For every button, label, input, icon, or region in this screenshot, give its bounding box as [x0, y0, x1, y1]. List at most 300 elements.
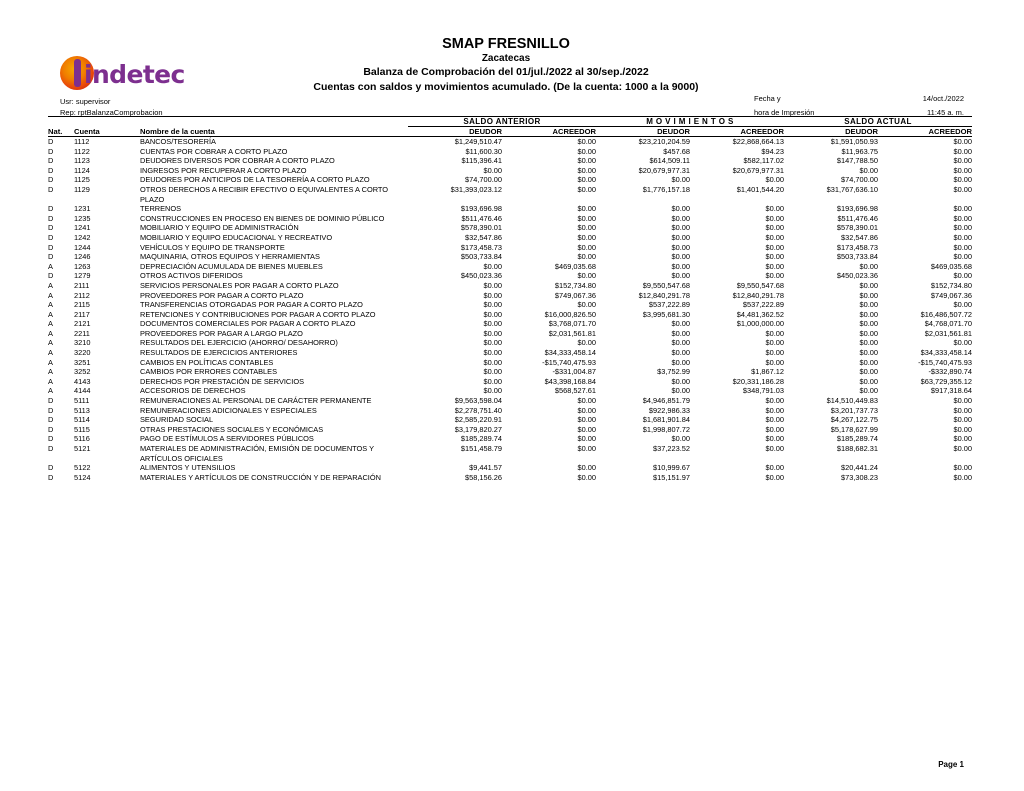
cell-mov-deudor: $12,840,291.78 [638, 290, 690, 300]
cell-act-deudor: $0.00 [859, 290, 878, 300]
cell-nat: D [48, 424, 54, 434]
cell-act-acreedor: $0.00 [953, 184, 973, 194]
cell-sa-deudor: $503,733.84 [460, 252, 502, 262]
cell-nat: D [48, 204, 54, 214]
cell-act-deudor: $0.00 [859, 367, 878, 377]
cell-nat: A [48, 280, 53, 290]
cell-sa-deudor: $0.00 [483, 300, 502, 310]
cell-cuenta: 1125 [74, 175, 90, 185]
cell-mov-acreedor: $0.00 [765, 328, 784, 338]
cell-act-deudor: $73,308.23 [841, 472, 878, 482]
cell-nat: D [48, 137, 54, 146]
cell-sa-deudor: $31,393,023.12 [450, 184, 502, 194]
cell-sa-acreedor: $0.00 [577, 252, 596, 262]
cell-nombre: ACCESORIOS DE DERECHOS [140, 386, 246, 396]
cell-mov-acreedor: $0.00 [765, 463, 784, 473]
cell-sa-deudor: $450,023.36 [460, 271, 502, 281]
print-date-label: Fecha y [754, 94, 781, 103]
cell-mov-deudor: $457.68 [663, 146, 690, 156]
cell-mov-acreedor: $0.00 [765, 424, 784, 434]
cell-nat: A [48, 328, 53, 338]
col-saldo-anterior-deudor: DEUDOR [408, 127, 502, 137]
col-movimientos-acreedor: ACREEDOR [690, 127, 784, 137]
cell-cuenta: 1112 [74, 137, 90, 146]
cell-sa-acreedor: $0.00 [577, 444, 596, 453]
table-row [48, 156, 972, 166]
cell-nombre: OTRAS PRESTACIONES SOCIALES Y ECONÓMICAS [140, 424, 324, 434]
table-row [48, 147, 972, 157]
cell-nombre: DEPRECIACIÓN ACUMULADA DE BIENES MUEBLES [140, 261, 323, 271]
cell-sa-deudor: $0.00 [483, 386, 502, 396]
cell-act-acreedor: $469,035.68 [930, 261, 973, 271]
indetec-logo [60, 56, 220, 90]
table-row [48, 300, 972, 310]
cell-act-deudor: $0.00 [859, 348, 878, 358]
page-subtitle: Zacatecas [481, 53, 531, 64]
cell-act-acreedor: $0.00 [953, 213, 973, 223]
cell-nombre: OTROS DERECHOS A RECIBIR EFECTIVO O EQUIVALENTES A CORTO PLAZO [140, 184, 389, 204]
cell-mov-acreedor: $94.23 [761, 146, 784, 156]
cell-sa-acreedor: $0.00 [577, 242, 596, 252]
cell-nat: D [48, 444, 54, 453]
cell-nombre: RESULTADOS DEL EJERCICIO (AHORRO/ DESAHORRO) [140, 338, 338, 348]
table-row [48, 185, 972, 204]
table-row [48, 386, 972, 396]
cell-nombre: INGRESOS POR RECUPERAR A CORTO PLAZO [140, 165, 307, 175]
table-row [48, 377, 972, 387]
cell-mov-acreedor: $582,117.02 [743, 156, 784, 166]
spacer-cuenta [74, 117, 140, 127]
cell-act-deudor: $14,510,449.83 [826, 396, 878, 406]
cell-nat: D [48, 156, 54, 166]
cell-sa-acreedor: $2,031,561.81 [548, 328, 596, 338]
cell-sa-deudor: $11,600.30 [465, 146, 502, 156]
cell-cuenta: 1235 [74, 213, 91, 223]
cell-cuenta: 1231 [74, 204, 91, 214]
cell-nombre: CUENTAS POR COBRAR A CORTO PLAZO [140, 146, 288, 156]
cell-nat: A [48, 348, 53, 358]
cell-act-deudor: $31,767,636.10 [826, 184, 878, 194]
cell-nat: D [48, 396, 54, 406]
cell-cuenta: 1123 [74, 156, 90, 166]
cell-mov-acreedor: $0.00 [765, 396, 784, 406]
cell-mov-deudor: $0.00 [671, 175, 690, 185]
cell-mov-acreedor: $0.00 [765, 405, 784, 415]
cell-cuenta: 2211 [74, 328, 90, 338]
table-row [48, 223, 972, 233]
cell-cuenta: 3220 [74, 348, 91, 358]
cell-sa-deudor: $3,179,820.27 [454, 424, 502, 434]
cell-sa-acreedor: $0.00 [577, 338, 596, 348]
cell-sa-deudor: $173,458.73 [460, 242, 502, 252]
cell-sa-acreedor: $0.00 [577, 175, 596, 185]
cell-nat: A [48, 261, 53, 271]
table-row [48, 166, 972, 176]
cell-act-deudor: $188,682.31 [836, 444, 878, 453]
cell-nat: D [48, 146, 54, 156]
cell-sa-acreedor: $469,035.68 [554, 261, 596, 271]
col-saldo-actual-deudor: DEUDOR [784, 127, 878, 137]
cell-nat: A [48, 319, 53, 329]
cell-nombre: CAMBIOS POR ERRORES CONTABLES [140, 367, 278, 377]
cell-mov-acreedor: $1,867.12 [751, 367, 784, 377]
cell-sa-deudor: $185,289.74 [460, 434, 502, 444]
report-period: Balanza de Comprobación del 01/jul./2022 al 30/sep./2022 [363, 66, 649, 78]
cell-mov-deudor: $0.00 [671, 271, 690, 281]
cell-sa-deudor: $2,585,220.91 [454, 415, 502, 425]
cell-act-deudor: $1,591,050.93 [830, 137, 878, 146]
report-name-label: Rep: rptBalanzaComprobacion [60, 108, 163, 117]
table-row [48, 204, 972, 214]
cell-act-acreedor: $16,486,507.72 [920, 309, 973, 319]
cell-act-deudor: $4,267,122.75 [830, 415, 878, 425]
cell-mov-deudor: $0.00 [671, 242, 690, 252]
cell-act-deudor: $0.00 [859, 357, 878, 367]
table-row [48, 367, 972, 377]
cell-mov-acreedor: $0.00 [765, 357, 784, 367]
cell-sa-deudor: $0.00 [483, 338, 502, 348]
cell-cuenta: 5121 [74, 444, 91, 453]
cell-mov-acreedor: $0.00 [765, 232, 784, 242]
cell-cuenta: 1263 [74, 261, 91, 271]
cell-mov-acreedor: $0.00 [765, 213, 784, 223]
print-time-value: 11:45 a. m. [927, 108, 964, 117]
cell-sa-acreedor: $0.00 [577, 405, 596, 415]
col-saldo-actual-acreedor: ACREEDOR [878, 127, 972, 137]
cell-nat: D [48, 252, 54, 262]
cell-mov-deudor: $0.00 [671, 261, 690, 271]
cell-nombre: DEUDORES DIVERSOS POR COBRAR A CORTO PLAZO [140, 156, 335, 166]
cell-mov-deudor: $614,509.11 [649, 156, 690, 166]
cell-nombre: REMUNERACIONES ADICIONALES Y ESPECIALES [140, 405, 317, 415]
cell-cuenta: 1279 [74, 271, 91, 281]
cell-mov-deudor: $0.00 [671, 357, 690, 367]
cell-act-deudor: $0.00 [859, 309, 878, 319]
cell-sa-deudor: $0.00 [483, 348, 502, 358]
cell-act-acreedor: $0.00 [953, 424, 973, 434]
cell-mov-acreedor: $537,222.89 [742, 300, 784, 310]
cell-mov-deudor: $4,946,851.79 [642, 396, 690, 406]
cell-sa-acreedor: $3,768,071.70 [548, 319, 596, 329]
cell-cuenta: 5111 [74, 396, 90, 406]
cell-mov-deudor: $3,752.99 [657, 367, 690, 377]
cell-sa-acreedor: $0.00 [577, 300, 596, 310]
cell-sa-deudor: $32,547.86 [465, 232, 502, 242]
cell-cuenta: 1244 [74, 242, 91, 252]
cell-nat: D [48, 405, 54, 415]
cell-mov-acreedor: $22,868,664.13 [732, 137, 784, 146]
cell-cuenta: 3210 [74, 338, 91, 348]
cell-cuenta: 2112 [74, 290, 90, 300]
table-row [48, 463, 972, 473]
cell-mov-deudor: $9,550,547.68 [642, 280, 690, 290]
cell-sa-deudor: $0.00 [483, 357, 502, 367]
cell-sa-acreedor: $43,398,168.84 [544, 376, 596, 386]
cell-mov-acreedor: $0.00 [765, 472, 784, 482]
cell-act-acreedor: $0.00 [953, 156, 973, 166]
table-row [48, 358, 972, 368]
cell-mov-acreedor: $0.00 [765, 204, 784, 214]
table-row [48, 415, 972, 425]
table-body [48, 137, 972, 483]
cell-mov-acreedor: $4,481,362.52 [736, 309, 784, 319]
col-nat: Nat. [48, 127, 74, 137]
cell-sa-deudor: $0.00 [483, 319, 502, 329]
cell-mov-deudor: $3,995,681.30 [642, 309, 690, 319]
cell-act-acreedor: $0.00 [953, 434, 973, 444]
cell-act-acreedor: $0.00 [953, 338, 973, 348]
cell-act-deudor: $0.00 [859, 386, 878, 396]
cell-mov-deudor: $1,998,807.72 [642, 424, 690, 434]
table-row [48, 396, 972, 406]
cell-sa-acreedor: $0.00 [577, 463, 596, 473]
cell-sa-acreedor: $0.00 [577, 213, 596, 223]
cell-nombre: SERVICIOS PERSONALES POR PAGAR A CORTO PLAZO [140, 280, 339, 290]
cell-sa-deudor: $0.00 [483, 328, 502, 338]
cell-act-deudor: $578,390.01 [836, 223, 878, 233]
cell-mov-acreedor: $12,840,291.78 [732, 290, 784, 300]
cell-mov-acreedor: $0.00 [765, 338, 784, 348]
cell-act-acreedor: -$15,740,475.93 [918, 357, 973, 367]
cell-mov-deudor: $922,986.33 [648, 405, 690, 415]
cell-act-acreedor: $0.00 [953, 223, 973, 233]
cell-mov-acreedor: $0.00 [765, 252, 784, 262]
cell-sa-acreedor: $34,333,458.14 [544, 348, 596, 358]
table-row [48, 406, 972, 416]
cell-act-deudor: $32,547.86 [841, 232, 878, 242]
cell-sa-acreedor: $0.00 [577, 204, 596, 214]
cell-act-deudor: $147,788.50 [836, 156, 878, 166]
cell-act-deudor: $503,733.84 [836, 252, 878, 262]
table-row [48, 233, 972, 243]
group-header-saldo-anterior: SALDO ANTERIOR [408, 117, 596, 127]
table-row [48, 262, 972, 272]
spacer-nat [48, 117, 74, 127]
cell-sa-deudor: $0.00 [483, 290, 502, 300]
cell-act-deudor: $450,023.36 [836, 271, 878, 281]
table-row [48, 252, 972, 262]
spacer-nombre [140, 117, 408, 127]
cell-nombre: DEUDORES POR ANTICIPOS DE LA TESORERÍA A CORTO PLAZO [140, 175, 370, 185]
cell-sa-acreedor: $0.00 [577, 434, 596, 444]
cell-mov-deudor: $0.00 [671, 338, 690, 348]
cell-cuenta: 3252 [74, 367, 91, 377]
cell-nat: D [48, 165, 54, 175]
report-meta-left [60, 96, 163, 118]
cell-sa-acreedor: $568,527.61 [554, 386, 596, 396]
cell-mov-acreedor: $1,000,000.00 [736, 319, 784, 329]
col-saldo-anterior-acreedor: ACREEDOR [502, 127, 596, 137]
table-row [48, 348, 972, 358]
cell-act-deudor: $0.00 [859, 261, 878, 271]
cell-nombre: TRANSFERENCIAS OTORGADAS POR PAGAR A CORTO PLAZO [140, 300, 363, 310]
cell-sa-acreedor: $0.00 [577, 232, 596, 242]
cell-nat: D [48, 434, 54, 444]
cell-sa-acreedor: $749,067.36 [554, 290, 596, 300]
cell-act-acreedor: $0.00 [953, 271, 973, 281]
group-header-movimientos: M O V I M I E N T O S [596, 117, 784, 127]
cell-sa-deudor: $578,390.01 [460, 223, 502, 233]
cell-act-acreedor: $0.00 [953, 472, 973, 482]
cell-nombre: RESULTADOS DE EJERCICIOS ANTERIORES [140, 348, 298, 358]
cell-act-deudor: $0.00 [859, 300, 878, 310]
cell-sa-deudor: $9,441.57 [469, 463, 502, 473]
cell-cuenta: 5124 [74, 472, 91, 482]
cell-mov-acreedor: $20,679,977.31 [732, 165, 784, 175]
report-scope: Cuentas con saldos y movimientos acumulado. (De la cuenta: 1000 a la 9000) [313, 81, 699, 93]
cell-act-deudor: $0.00 [859, 328, 878, 338]
cell-nombre: CAMBIOS EN POLÍTICAS CONTABLES [140, 357, 274, 367]
cell-nombre: TERRENOS [140, 204, 182, 214]
cell-cuenta: 2117 [74, 309, 90, 319]
print-time-row [754, 106, 964, 120]
cell-sa-deudor: $0.00 [483, 280, 502, 290]
cell-act-acreedor: $0.00 [953, 415, 973, 425]
table-row [48, 434, 972, 444]
table-row [48, 425, 972, 435]
cell-nat: D [48, 184, 54, 194]
cell-cuenta: 1241 [74, 223, 91, 233]
cell-mov-deudor: $0.00 [671, 376, 690, 386]
cell-act-deudor: $185,289.74 [836, 434, 878, 444]
cell-sa-deudor: $2,278,751.40 [454, 405, 502, 415]
cell-act-acreedor: $0.00 [953, 444, 973, 453]
cell-nombre: CONSTRUCCIONES EN PROCESO EN BIENES DE DOMINIO PÚBLICO [140, 213, 385, 223]
cell-cuenta: 2121 [74, 319, 91, 329]
cell-nombre: VEHÍCULOS Y EQUIPO DE TRANSPORTE [140, 242, 285, 252]
page-title: SMAP FRESNILLO [442, 36, 570, 52]
cell-mov-deudor: $0.00 [671, 319, 690, 329]
cell-cuenta: 1129 [74, 184, 90, 194]
cell-act-deudor: $11,963.75 [841, 146, 878, 156]
cell-mov-deudor: $0.00 [671, 252, 690, 262]
cell-nombre: MATERIALES Y ARTÍCULOS DE CONSTRUCCIÓN Y DE REPARACIÓN [140, 472, 381, 482]
report-header [48, 34, 964, 116]
cell-sa-acreedor: $0.00 [577, 396, 596, 406]
cell-nombre: PROVEEDORES POR PAGAR A CORTO PLAZO [140, 290, 304, 300]
cell-mov-deudor: $0.00 [671, 386, 690, 396]
cell-act-acreedor: $0.00 [953, 396, 973, 406]
table-row [48, 338, 972, 348]
cell-nat: D [48, 463, 54, 473]
cell-cuenta: 2111 [74, 280, 90, 290]
cell-cuenta: 1242 [74, 232, 91, 242]
cell-mov-deudor: $0.00 [671, 223, 690, 233]
cell-sa-acreedor: $0.00 [577, 146, 596, 156]
cell-nombre: RETENCIONES Y CONTRIBUCIONES POR PAGAR A CORTO PLAZO [140, 309, 376, 319]
cell-act-acreedor: $0.00 [953, 137, 973, 146]
cell-sa-acreedor: $0.00 [577, 156, 596, 166]
cell-nat: A [48, 367, 53, 377]
cell-cuenta: 5114 [74, 415, 90, 425]
cell-sa-deudor: $0.00 [483, 165, 502, 175]
cell-mov-acreedor: $0.00 [765, 175, 784, 185]
cell-nat: A [48, 376, 53, 386]
cell-act-deudor: $0.00 [859, 338, 878, 348]
cell-mov-deudor: $0.00 [671, 204, 690, 214]
cell-act-deudor: $0.00 [859, 280, 878, 290]
cell-sa-acreedor: $16,000,826.50 [544, 309, 596, 319]
cell-cuenta: 1124 [74, 165, 90, 175]
cell-mov-deudor: $0.00 [671, 328, 690, 338]
logo-wordmark: indetec [84, 60, 185, 89]
cell-cuenta: 3251 [74, 357, 91, 367]
cell-nat: D [48, 175, 54, 185]
cell-nat: D [48, 242, 54, 252]
cell-mov-deudor: $15,151.97 [653, 472, 690, 482]
cell-cuenta: 5122 [74, 463, 91, 473]
cell-act-deudor: $173,458.73 [836, 242, 878, 252]
cell-mov-deudor: $0.00 [671, 213, 690, 223]
table-row [48, 281, 972, 291]
balance-table [48, 116, 972, 482]
cell-mov-acreedor: $20,331,186.28 [732, 376, 784, 386]
cell-sa-deudor: $151,458.79 [460, 444, 502, 453]
cell-act-acreedor: $0.00 [953, 232, 973, 242]
cell-nat: D [48, 472, 54, 482]
cell-act-deudor: $0.00 [859, 319, 878, 329]
table-row [48, 329, 972, 339]
cell-cuenta: 2115 [74, 300, 90, 310]
cell-cuenta: 5116 [74, 434, 90, 444]
print-date-value: 14/oct./2022 [922, 94, 964, 103]
cell-sa-deudor: $193,696.98 [460, 204, 502, 214]
cell-nat: D [48, 223, 54, 233]
cell-act-acreedor: $0.00 [953, 463, 973, 473]
table-row [48, 310, 972, 320]
cell-nat: D [48, 271, 54, 281]
report-meta-right [754, 92, 964, 120]
cell-nombre: ALIMENTOS Y UTENSILIOS [140, 463, 236, 473]
cell-mov-deudor: $20,679,977.31 [638, 165, 690, 175]
cell-act-acreedor: $0.00 [953, 165, 973, 175]
cell-mov-deudor: $0.00 [671, 434, 690, 444]
col-movimientos-deudor: DEUDOR [596, 127, 690, 137]
cell-sa-deudor: $115,396.41 [461, 156, 502, 166]
cell-nombre: MOBILIARIO Y EQUIPO DE ADMINISTRACIÓN [140, 223, 299, 233]
cell-sa-acreedor: $0.00 [577, 223, 596, 233]
cell-nat: A [48, 386, 53, 396]
cell-mov-deudor: $0.00 [671, 348, 690, 358]
cell-act-acreedor: $0.00 [953, 146, 973, 156]
table-row [48, 214, 972, 224]
group-header-saldo-actual: SALDO ACTUAL [784, 117, 972, 127]
cell-act-acreedor: $152,734.80 [930, 280, 973, 290]
cell-sa-acreedor: $152,734.80 [554, 280, 596, 290]
print-date-row [754, 92, 964, 106]
cell-act-deudor: $3,201,737.73 [830, 405, 878, 415]
cell-act-acreedor: -$332,890.74 [928, 367, 973, 377]
cell-act-acreedor: $4,768,071.70 [924, 319, 973, 329]
cell-mov-acreedor: $0.00 [765, 415, 784, 425]
cell-mov-deudor: $537,222.89 [648, 300, 690, 310]
cell-act-deudor: $5,178,627.99 [830, 424, 878, 434]
cell-act-acreedor: $0.00 [953, 175, 973, 185]
cell-act-acreedor: $2,031,561.81 [924, 328, 973, 338]
cell-act-deudor: $74,700.00 [841, 175, 878, 185]
table-row [48, 137, 972, 147]
cell-nombre: SEGURIDAD SOCIAL [140, 415, 214, 425]
cell-sa-acreedor: $0.00 [577, 271, 596, 281]
cell-sa-deudor: $0.00 [483, 261, 502, 271]
cell-mov-deudor: $10,999.67 [653, 463, 690, 473]
cell-sa-deudor: $0.00 [483, 376, 502, 386]
cell-mov-acreedor: $0.00 [765, 348, 784, 358]
cell-act-acreedor: $0.00 [953, 252, 973, 262]
cell-nat: A [48, 300, 53, 310]
cell-sa-deudor: $0.00 [483, 367, 502, 377]
cell-mov-deudor: $1,681,901.84 [642, 415, 690, 425]
